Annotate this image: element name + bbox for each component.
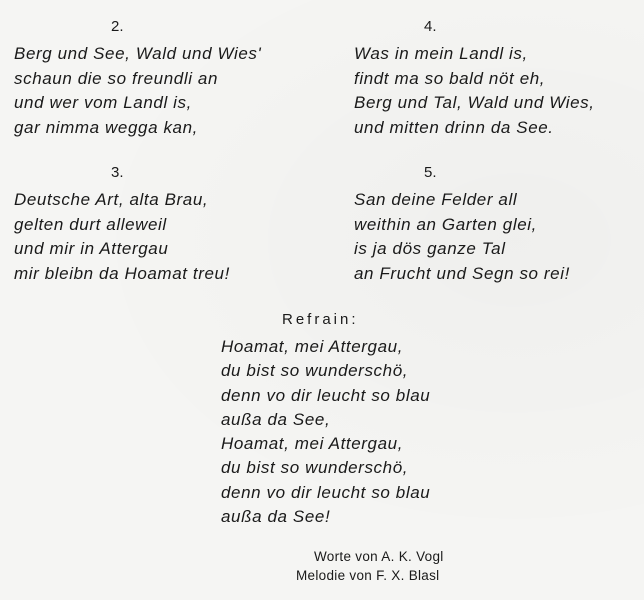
verse-number: 4.	[424, 18, 437, 35]
verse-number: 3.	[111, 164, 124, 181]
verse-line: Deutsche Art, alta Brau,	[14, 190, 209, 209]
refrain-heading: Refrain:	[282, 311, 359, 328]
refrain-line: denn vo dir leucht so blau	[221, 385, 431, 405]
refrain-line: du bist so wunderschö,	[221, 361, 409, 381]
verse-line: an Frucht und Segn so rei!	[354, 263, 570, 283]
verse-lines	[354, 42, 595, 140]
verse-lines	[14, 188, 230, 286]
verse-line: gar nimma wegga kan,	[14, 117, 198, 137]
verse-line: San deine Felder all	[354, 190, 518, 209]
credits	[296, 547, 444, 585]
verse-line: findt ma so bald nöt eh,	[354, 68, 546, 88]
verse-line: und mir in Attergau	[14, 239, 169, 258]
verse-line: is ja dös ganze Tal	[354, 239, 506, 258]
verse-line: und mitten drinn da See.	[354, 117, 554, 137]
verse-line: weithin an Garten glei,	[354, 214, 537, 234]
verse-line: Was in mein Landl is,	[354, 44, 528, 63]
verse-number: 2.	[111, 18, 124, 35]
verse-line: Berg und Tal, Wald und Wies,	[354, 93, 595, 112]
verse-line: schaun die so freundli an	[14, 68, 219, 88]
refrain-line: du bist so wunderschö,	[221, 458, 409, 478]
verse-line: und wer vom Landl is,	[14, 93, 192, 112]
verse-number: 5.	[424, 164, 437, 181]
verse-line: gelten durt alleweil	[14, 214, 167, 234]
refrain-lines	[221, 335, 430, 529]
verse-line: mir bleibn da Hoamat treu!	[14, 263, 230, 283]
refrain-line: denn vo dir leucht so blau	[221, 482, 431, 502]
refrain-line: außa da See,	[221, 409, 331, 429]
lyricist-credit: Worte von A. K. Vogl	[314, 549, 444, 564]
refrain-line: außa da See!	[221, 507, 331, 527]
verse-lines	[354, 188, 570, 286]
refrain-line: Hoamat, mei Attergau,	[221, 434, 404, 454]
refrain-line: Hoamat, mei Attergau,	[221, 337, 404, 356]
composer-credit: Melodie von F. X. Blasl	[296, 568, 440, 583]
verse-line: Berg und See, Wald und Wies'	[14, 44, 262, 63]
verse-lines	[14, 42, 261, 140]
